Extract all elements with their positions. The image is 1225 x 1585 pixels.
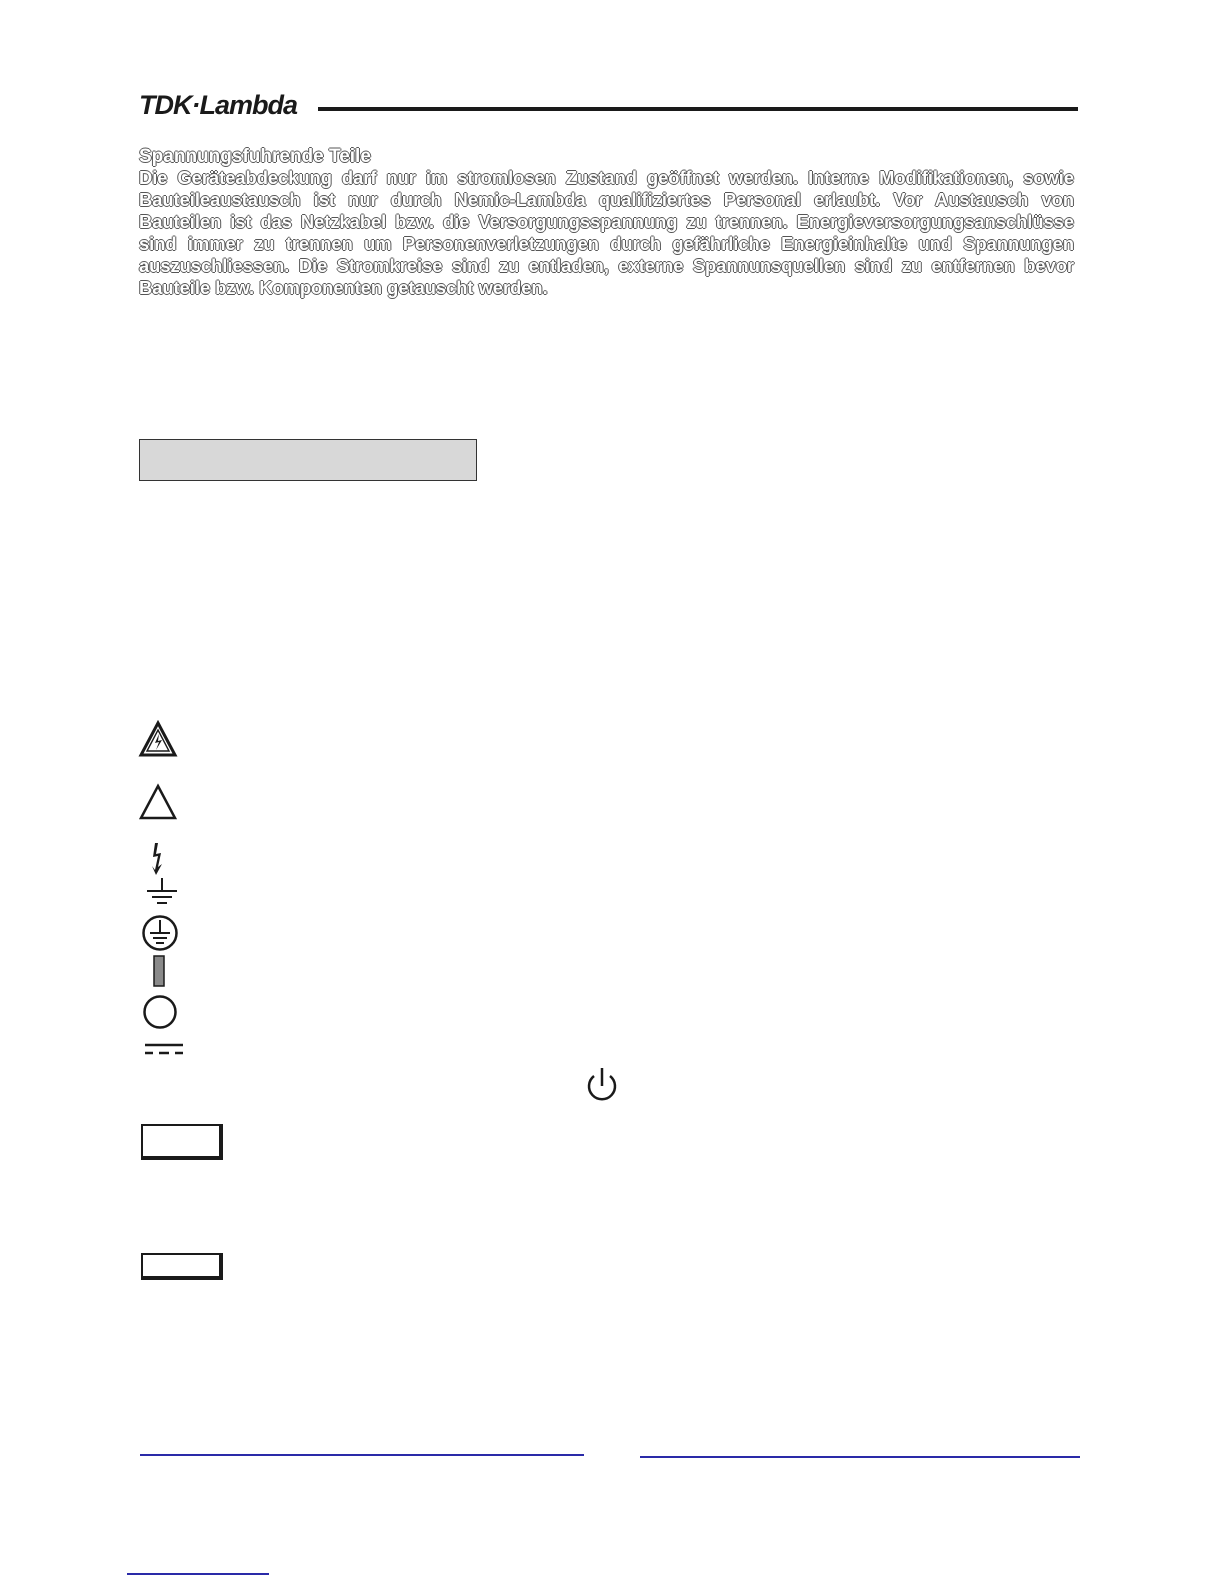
on-bar-icon — [152, 955, 166, 987]
caution-box — [141, 1253, 223, 1280]
protective-earth-icon — [141, 914, 179, 952]
safety-section — [139, 146, 1074, 299]
footer-line-right — [640, 1456, 1080, 1458]
standby-power-icon — [584, 1066, 620, 1106]
lightning-icon — [146, 842, 170, 876]
section-body: Die Geräteabdeckung darf nur im stromlosen Zustand geöffnet werden. Interne Modifikationen, sowie Bauteileaustausch ist nur durch Nemic-Lambda qualifiziertes Personal erlaubt. Vor Austausch von Bauteilen ist das Netzkabel bzw. die Versorgungsspannung zu trennen. Energieversorgungsanschlüsse sind immer zu trennen um Personenverletzungen durch gefährliche Energieinhalte und Spannungen auszuschliessen. Die Stromkreise sind zu entladen, externe Spannunsquellen sind zu entfernen bevor Bauteile bzw. Komponenten getauscht werden. — [139, 167, 1074, 298]
note-box — [141, 1124, 223, 1160]
company-logo: TDK·Lambda — [139, 90, 297, 120]
off-circle-icon — [142, 994, 178, 1030]
ground-icon — [144, 877, 180, 907]
dc-icon — [144, 1042, 184, 1056]
footer-line-left — [140, 1454, 584, 1456]
warning-triangle-lightning-icon — [138, 720, 178, 758]
section-title: Spannungsfuhrende Teile — [139, 146, 371, 167]
header-rule — [318, 107, 1078, 111]
footer-line-bottom — [127, 1573, 269, 1575]
warning-triangle-icon — [138, 783, 178, 821]
grey-heading-box — [139, 439, 477, 481]
